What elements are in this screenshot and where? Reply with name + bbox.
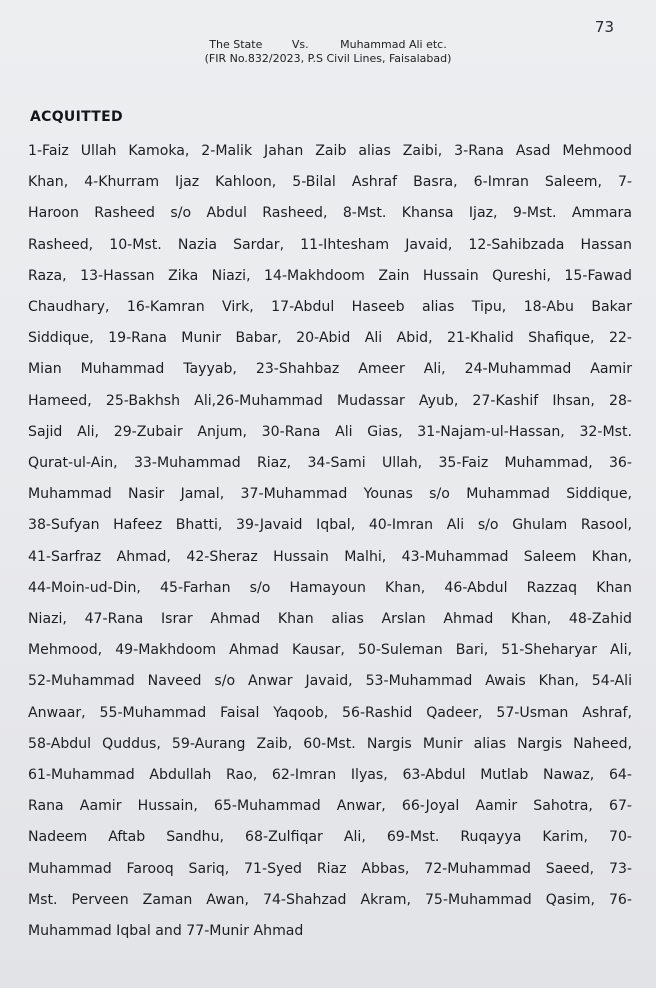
accused-list-line: Raza, 13-Hassan Zika Niazi, 14-Makhdoom Zain Hussain Qureshi, 15-Fawad [28,267,632,284]
accused-list-line: 44-Moin-ud-Din, 45-Farhan s/o Hamayoun Khan, 46-Abdul Razzaq Khan [28,579,632,596]
accused-list-line: Niazi, 47-Rana Israr Ahmad Khan alias Arslan Ahmad Khan, 48-Zahid [28,611,632,628]
case-title [0,38,656,52]
section-heading: ACQUITTED [30,109,123,125]
accused-list-line: Siddique, 19-Rana Munir Babar, 20-Abid Ali Abid, 21-Khalid Shafique, 22- [28,330,632,347]
accused-list-line: Hameed, 25-Bakhsh Ali,26-Muhammad Mudassar Ayub, 27-Kashif Ihsan, 28- [28,392,632,409]
accused-list-line: Qurat-ul-Ain, 33-Muhammad Riaz, 34-Sami Ullah, 35-Faiz Muhammad, 36- [28,455,632,472]
accused-list-line: Muhammad Nasir Jamal, 37-Muhammad Younas s/o Muhammad Siddique, [28,486,632,503]
accused-list-line: Mehmood, 49-Makhdoom Ahmad Kausar, 50-Suleman Bari, 51-Sheharyar Ali, [28,642,632,659]
accused-list-line: Nadeem Aftab Sandhu, 68-Zulfiqar Ali, 69-Mst. Ruqayya Karim, 70- [28,829,632,846]
accused-list-line: Anwaar, 55-Muhammad Faisal Yaqoob, 56-Rashid Qadeer, 57-Usman Ashraf, [28,704,632,721]
accused-list-line: Sajid Ali, 29-Zubair Anjum, 30-Rana Ali Gias, 31-Najam-ul-Hassan, 32-Mst. [28,423,632,440]
accused-list-line: Mian Muhammad Tayyab, 23-Shahbaz Ameer Ali, 24-Muhammad Aamir [28,361,632,378]
accused-list-line: 52-Muhammad Naveed s/o Anwar Javaid, 53-Muhammad Awais Khan, 54-Ali [28,673,632,690]
accused-list-line: Rana Aamir Hussain, 65-Muhammad Anwar, 66-Joyal Aamir Sahotra, 67- [28,798,632,815]
accused-list-line: 38-Sufyan Hafeez Bhatti, 39-Javaid Iqbal, 40-Imran Ali s/o Ghulam Rasool, [28,517,632,534]
versus-label: Vs. [291,38,309,51]
accused-list-line: Chaudhary, 16-Kamran Virk, 17-Abdul Haseeb alias Tipu, 18-Abu Bakar [28,299,632,316]
accused-list-line: Mst. Perveen Zaman Awan, 74-Shahzad Akram, 75-Muhammad Qasim, 76- [28,891,632,908]
accused-list-line: 1-Faiz Ullah Kamoka, 2-Malik Jahan Zaib alias Zaibi, 3-Rana Asad Mehmood [28,143,632,159]
accused-list-line: Muhammad Farooq Sariq, 71-Syed Riaz Abbas, 72-Muhammad Saeed, 73- [28,860,632,877]
accused-list-line: 58-Abdul Quddus, 59-Aurang Zaib, 60-Mst. Nargis Munir alias Nargis Naheed, [28,735,632,752]
accused-list-line: Haroon Rasheed s/o Abdul Rasheed, 8-Mst. Khansa Ijaz, 9-Mst. Ammara [28,205,632,222]
party-one: The State [209,38,263,51]
accused-list-line: 61-Muhammad Abdullah Rao, 62-Imran Ilyas, 63-Abdul Mutlab Nawaz, 64- [28,767,632,784]
accused-list-line: 41-Sarfraz Ahmad, 42-Sheraz Hussain Malhi, 43-Muhammad Saleem Khan, [28,548,632,565]
case-header [0,38,656,66]
page-number: 73 [594,18,614,36]
accused-list-line: Muhammad Iqbal and 77-Munir Ahmad [28,923,304,940]
fir-reference: (FIR No.832/2023, P.S Civil Lines, Faisalabad) [204,52,452,65]
accused-list-line: Khan, 4-Khurram Ijaz Kahloon, 5-Bilal Ashraf Basra, 6-Imran Saleem, 7- [28,174,632,191]
party-two: Muhammad Ali etc. [340,38,447,51]
accused-list-line: Rasheed, 10-Mst. Nazia Sardar, 11-Ihtesham Javaid, 12-Sahibzada Hassan [28,236,632,253]
accused-list [28,136,632,947]
